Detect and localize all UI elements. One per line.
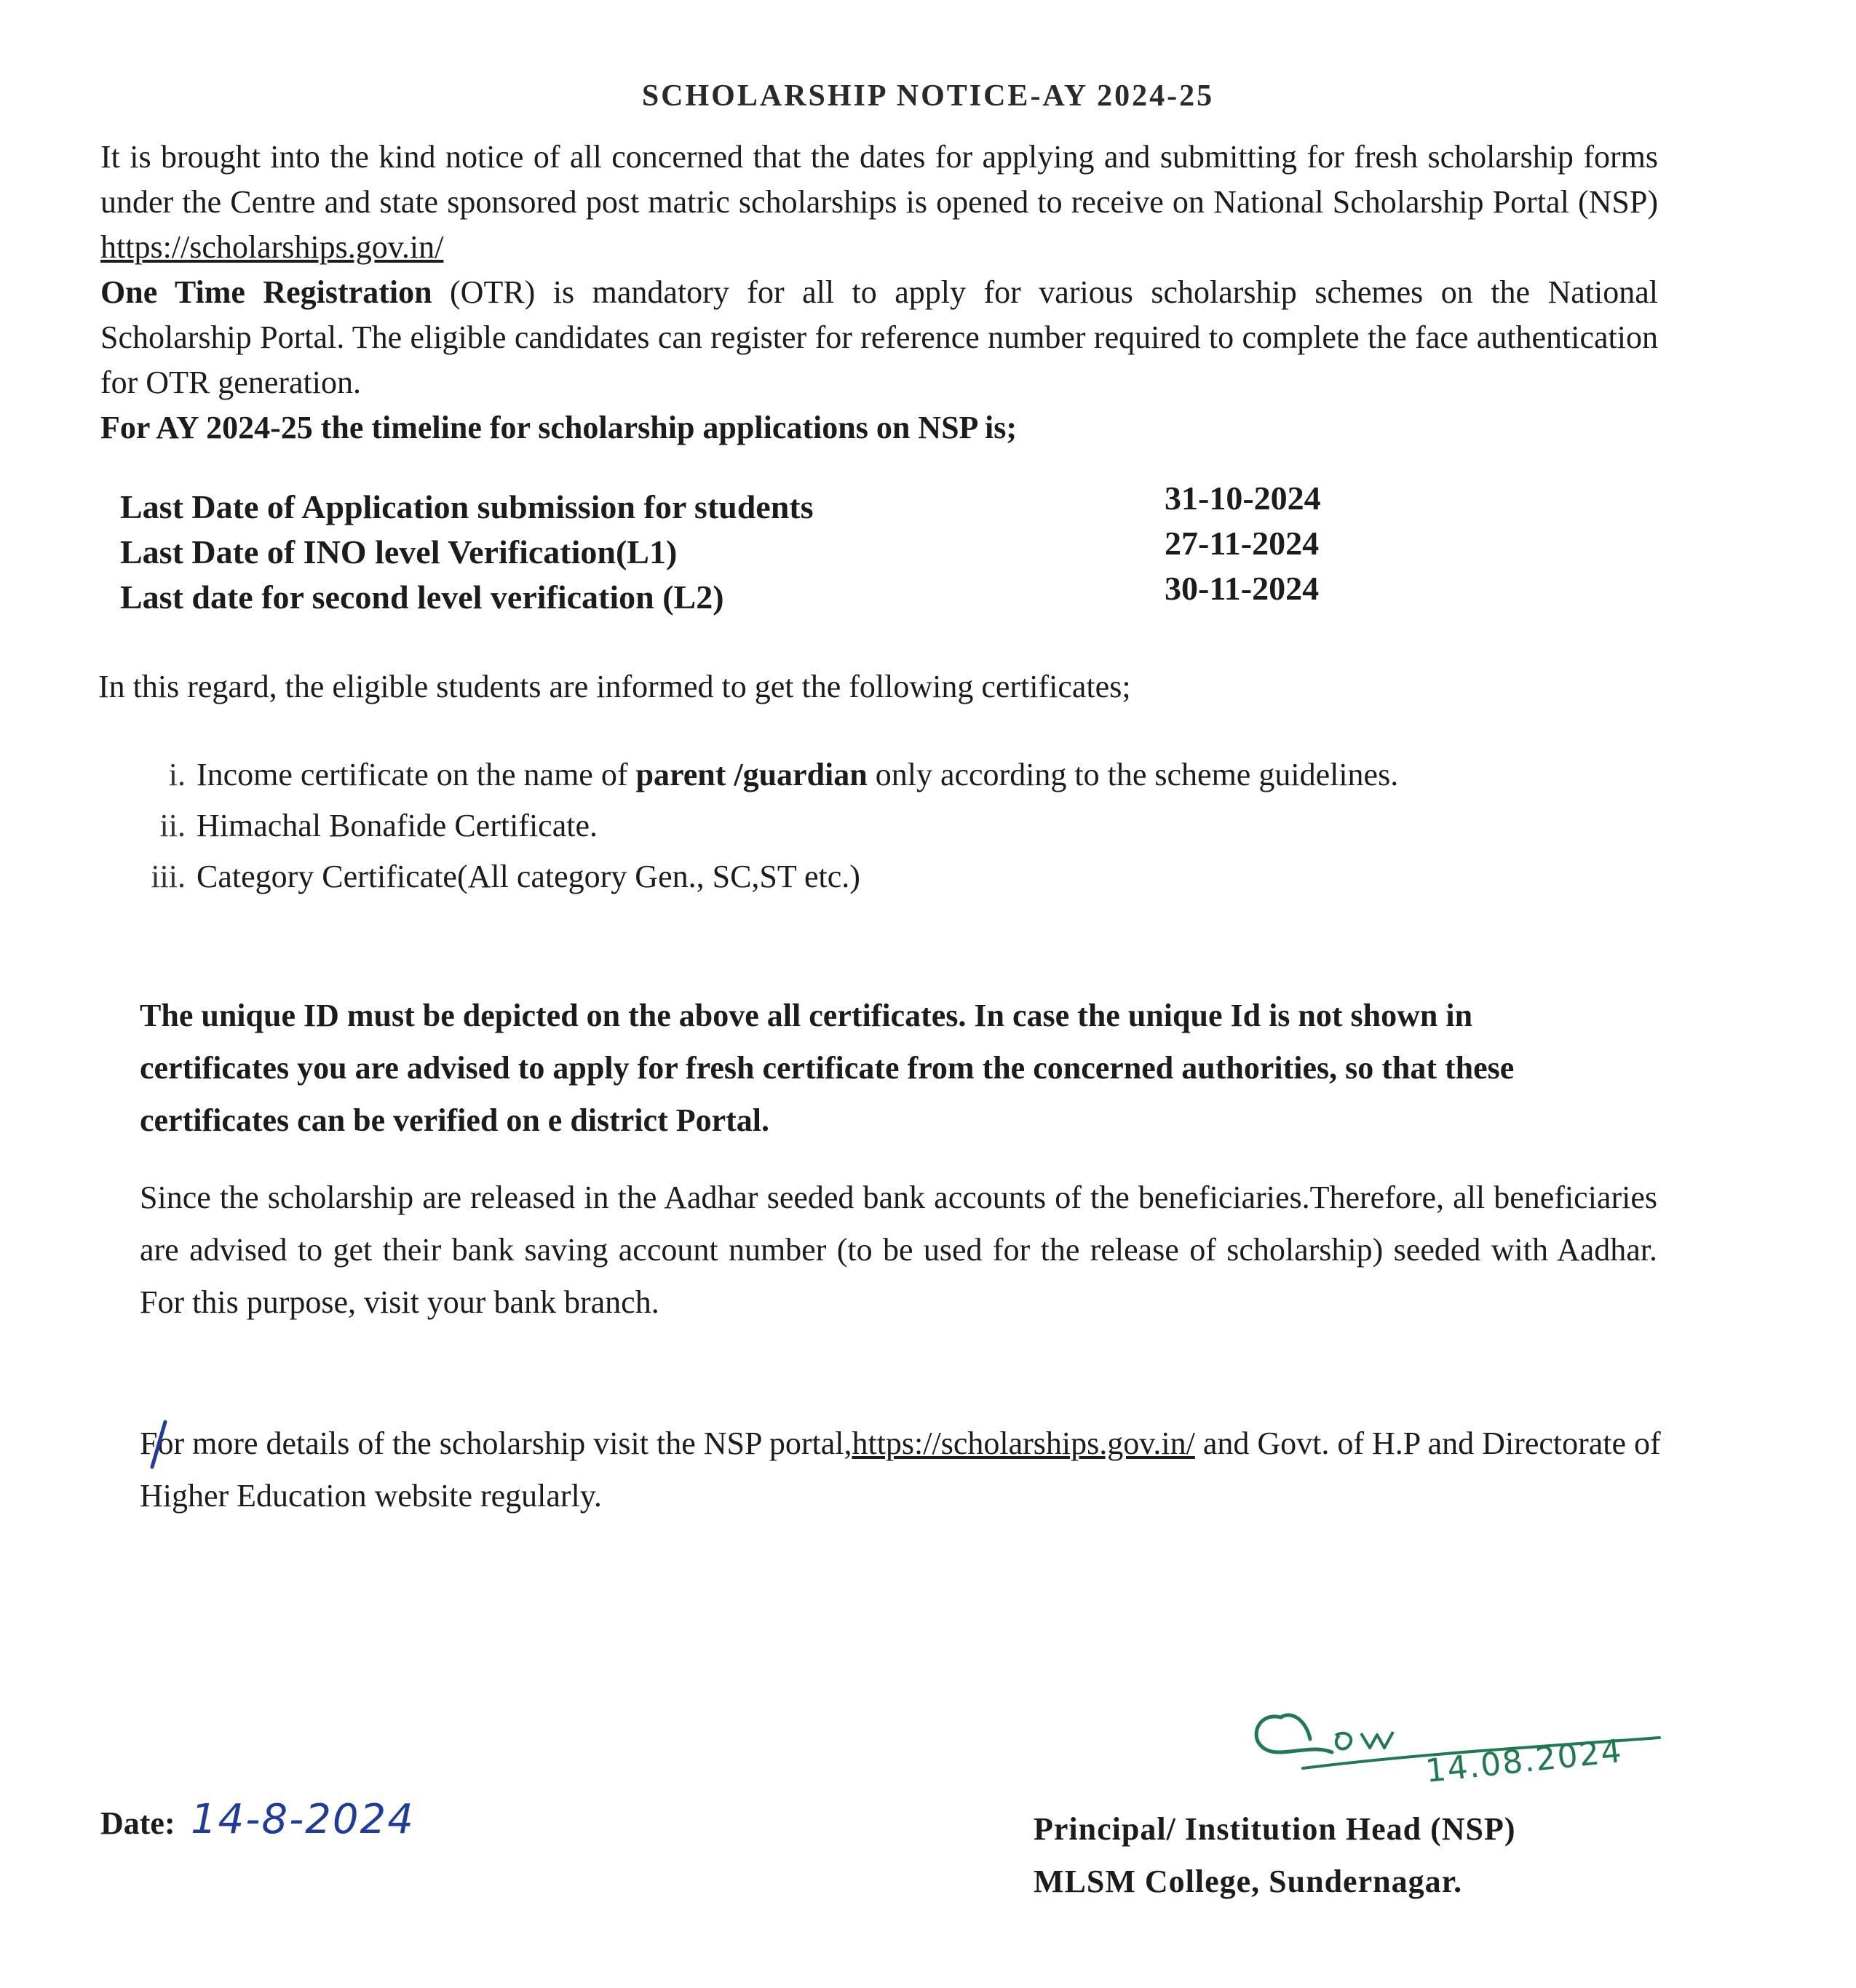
date-label: Date: [100, 1805, 175, 1841]
timeline-label: Last Date of Application submission for students [120, 488, 814, 525]
aadhar-note: Since the scholarship are released in the Aadhar seeded bank accounts of the beneficiaries.Therefore, all beneficiaries are advised to get their bank saving account number (to be used for the release of scholarship) seeded with Aadhar. For this purpose, visit your bank branch. [140, 1180, 1657, 1320]
intro-paragraph [100, 135, 1658, 270]
intro-text: It is brought into the kind notice of all concerned that the dates for applying and submitting for fresh scholarship forms under the Centre and state sponsored post matric scholarships is opened to receive on National Scholarship Portal (NSP) [100, 139, 1658, 220]
otr-paragraph [100, 270, 1658, 405]
regard-text: In this regard, the eligible students are informed to get the following certificates; [98, 669, 1131, 704]
otr-bold-text: One Time Registration [100, 274, 432, 310]
list-number: i. [168, 757, 186, 792]
timeline-label: Last Date of INO level Verification(L1) [120, 533, 678, 570]
handwritten-date: 14-8-2024 [191, 1796, 415, 1843]
nsp-portal-link[interactable]: https://scholarships.gov.in/ [100, 229, 444, 265]
timeline-table [120, 480, 1430, 623]
list-text: Himachal Bonafide Certificate. [197, 808, 598, 843]
unique-id-note: The unique ID must be depicted on the above all certificates. In case the unique Id is not shown in certificates you are advised to apply for fresh certificate from the concerned authorities, so that these certificates can be verified on e district Portal. [140, 998, 1515, 1138]
otr-text: (OTR) is mandatory for all to apply for various scholarship schemes on the National Scholarship Portal. The eligible candidates can register for reference number required to complete the face authentication for OTR generation. [100, 274, 1658, 400]
list-bold-text: parent /guardian [635, 757, 868, 792]
list-item [127, 750, 1510, 800]
notice-title: SCHOLARSHIP NOTICE-AY 2024-25 [641, 79, 1215, 113]
timeline-heading: For AY 2024-25 the timeline for scholarship applications on NSP is; [100, 410, 1017, 445]
more-details-rest: and Govt. of H.P and Directorate of Higher Education website regularly. [140, 1426, 1661, 1514]
list-item [127, 851, 1510, 902]
timeline-label: Last date for second level verification (L2) [120, 578, 724, 616]
list-text: Category Certificate(All category Gen., SC,ST etc.) [197, 859, 860, 894]
list-item [127, 800, 1510, 851]
timeline-date: 31-10-2024 [1165, 480, 1321, 517]
signatory-block [1034, 1803, 1516, 1908]
nsp-portal-link-2[interactable]: https://scholarships.gov.in/ [852, 1426, 1195, 1461]
intro-section [100, 135, 1658, 450]
signatory-org: MLSM College, Sundernagar. [1034, 1864, 1463, 1899]
pen-correction-mark [148, 1419, 170, 1470]
more-details [140, 1418, 1705, 1522]
signatory-title: Principal/ Institution Head (NSP) [1034, 1811, 1516, 1847]
list-number: iii. [151, 859, 186, 894]
signature-date: 14.08.2024 [1424, 1732, 1625, 1791]
timeline-date: 30-11-2024 [1165, 570, 1320, 607]
list-text: Income certificate on the name of [197, 757, 636, 792]
certificate-list [127, 750, 1510, 902]
timeline-row [120, 570, 1430, 623]
list-text-rest: only according to the scheme guidelines. [867, 757, 1399, 792]
timeline-date: 27-11-2024 [1165, 525, 1320, 562]
list-number: ii. [159, 808, 186, 843]
more-details-text: For more details of the scholarship visit the NSP portal, [140, 1426, 852, 1461]
